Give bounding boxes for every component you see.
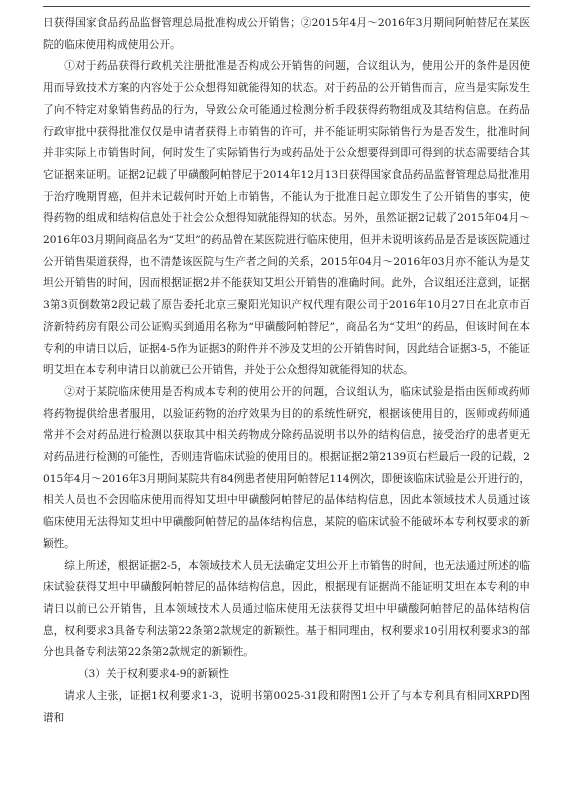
paragraph-point-1: ①对于药品获得行政机关注册批准是否构成公开销售的问题，合议组认为，使用公开的条件是因使用而导致技术方案的内容处于公众想得知就能得知的状态。对于药品的公开销售而言，应当是实际发生了向不特定对象销售药品的行为，导致公众可能通过检测分析手段获得药物组成及其结构信息。在药品行政审批中获得批准仅仅是申请者获得上市销售的许可，并不能证明实际销售行为是否发生，批准时间并非实际上市销售时间，何时发生了实际销售行为或药品处于公众想要得到即可得到的状态需要结合其它证据来证明。证据2记载了甲磺酸阿帕替尼于2014年12月13日获得国家食品药品监督管理总局批准用于治疗晚期胃癌，但并未记载何时开始上市销售，不能认为于批准日起立即发生了公开销售的事实，使得药物的组成和结构信息处于社会公众想得知就能得知的状态。另外，虽然证据2记载了2015年04月～2016年03月期间商品名为“艾坦”的药品曾在某医院进行临床使用，但并未说明该药品是否是该医院通过公开销售渠道获得，也不清楚该医院与生产者之间的关系，2015年04月～2016年03月亦不能认为是艾坦公开销售的时间，因而根据证据2并不能获知艾坦公开销售的准确时间。此外，合议组还注意到，证据3第3页倒数第2段记载了原告委托北京三聚阳光知识产权代理有限公司于2016年10月27日在北京市百济新特药房有限公司公证购买到通用名称为“甲磺酸阿帕替尼”，商品名为“艾坦”的药品，但该时间在本专利的申请日以后，证据4-5作为证据3的附件并不涉及艾坦的公开销售时间，因此结合证据3-5，不能证明艾坦在本专利申请日以前就已公开销售，并处于公众想得知就能得知的状态。 [43,60,530,377]
paragraph-point-2: ②对于某院临床使用是否构成本专利的使用公开的问题，合议组认为，临床试验是指由医师或药师将药物提供给患者服用，以验证药物的治疗效果为目的的系统性研究，根据该使用目的，医师或药师通常并不会对药品进行检测以获取其中相关药物成分除药品说明书以外的结构信息，接受治疗的患者更无对药品进行检测的可能性，否则违背临床试验的使用目的。根据证据2第2139页右栏最后一段的记载，2015年4月～2016年3月期间某院共有84例患者使用阿帕替尼114例次，即便该临床试验是公开进行的，相关人员也不会因临床使用而得知艾坦中甲磺酸阿帕替尼的晶体结构信息，因此本领域技术人员通过该临床使用无法得知艾坦中甲磺酸阿帕替尼的晶体结构信息，某院的临床试验不能破坏本专利权要求的新颖性。 [43,385,530,550]
paragraph-summary: 综上所述，根据证据2-5，本领域技术人员无法确定艾坦公开上市销售的时间，也无法通过所述的临床试验获得艾坦中甲磺酸阿帕替尼的晶体结构信息，因此，根据现有证据尚不能证明艾坦在本专利的申请日以前已公开销售，且本领域技术人员通过临床使用无法获得艾坦中甲磺酸阿帕替尼的晶体结构信息，权利要求3具备专利法第22条第2款规定的新颖性。基于相同理由，权利要求10引用权利要求3的部分也具备专利法第22条第2款规定的新颖性。 [43,559,530,659]
paragraph-continuation: 日获得国家食品药品监督管理总局批准构成公开销售；②2015年4月～2016年3月期间阿帕替尼在某医院的临床使用构成使用公开。 [43,17,530,51]
section-heading: （3）关于权利要求4-9的新颖性 [77,668,229,681]
top-divider [43,6,530,7]
paragraph-request: 请求人主张，证据1权利要求1-3，说明书第0025-31段和附图1公开了与本专利具有相同XRPD图谱和 [43,689,530,724]
